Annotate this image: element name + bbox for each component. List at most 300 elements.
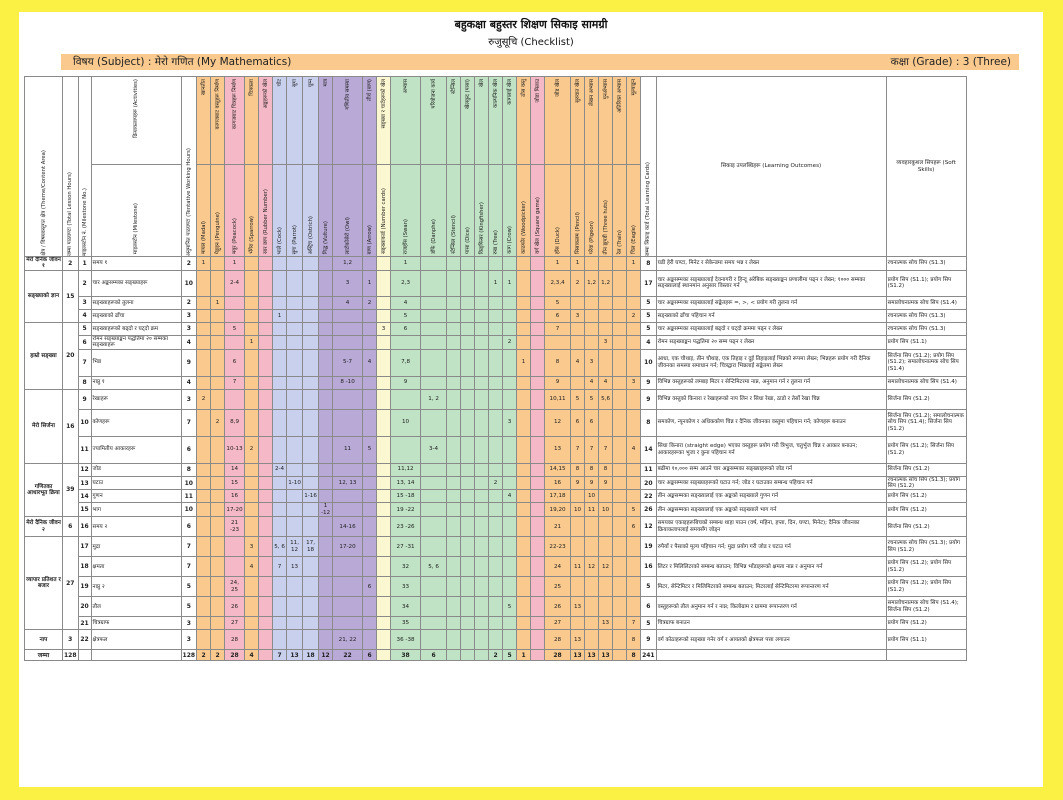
activity-cell: 34 (391, 597, 421, 617)
activity-header: जोडा मिलाउ (531, 77, 545, 165)
activity-cell (571, 517, 585, 537)
totals-spacer (656, 650, 886, 661)
total-cards-cell: 5 (641, 577, 657, 597)
activity-cell (447, 409, 461, 436)
total-cards-cell: 8 (641, 257, 657, 271)
activity-cell (333, 577, 363, 597)
totals-tentative: 128 (182, 651, 196, 659)
activity-cell: 22-23 (545, 537, 571, 557)
activity-cell (517, 476, 531, 490)
card-header: रुख (Tree) (489, 165, 503, 257)
activity-cell (287, 309, 303, 322)
activity-cell (475, 296, 489, 309)
activity-cell (475, 349, 489, 376)
activity-cell (197, 476, 211, 490)
activity-cell (273, 490, 287, 503)
activity-cell (421, 296, 447, 309)
soft-skill-cell: सिर्जना सिप (S1.2); समालोचनात्मक सोच सिप (S1.4); सिर्जना सिप (S1.2) (886, 409, 966, 436)
totals-activity-cell: 6 (363, 650, 377, 661)
activity-cell: 32 (391, 557, 421, 577)
tentative-hours-cell: 2 (181, 296, 197, 309)
tentative-hours-cell: 7 (181, 557, 197, 577)
activity-cell (303, 270, 319, 296)
tentative-hours-cell: 3 (181, 617, 197, 630)
milestone-no-cell: 11 (78, 436, 91, 463)
activity-cell (287, 597, 303, 617)
activity-cell (461, 309, 475, 322)
totals-activity-cell: 2 (197, 650, 211, 661)
activity-cell (475, 537, 489, 557)
activity-cell (421, 349, 447, 376)
activity-cell (319, 537, 333, 557)
activity-cell: 2,3 (391, 270, 421, 296)
activity-cell: 17-20 (225, 503, 245, 517)
activity-cell (287, 349, 303, 376)
activity-cell (197, 577, 211, 597)
activity-cell: 27 (545, 617, 571, 630)
theme-cell: मेरो दैनिक जीवन २ (25, 517, 63, 537)
milestone-no-cell: 5 (78, 322, 91, 335)
activity-cell (503, 617, 517, 630)
activity-cell (211, 309, 225, 322)
activity-cell (333, 322, 363, 335)
activity-cell (503, 630, 517, 650)
hours-cell: 15 (63, 270, 79, 322)
totals-spacer (78, 650, 91, 661)
activity-cell: 2 (197, 389, 211, 409)
activity-cell (531, 463, 545, 476)
card-header: डाँफे (Danphe) (421, 165, 447, 257)
activity-cell (517, 577, 531, 597)
activity-cell: 8 (571, 463, 585, 476)
milestone-no-cell: 19 (78, 577, 91, 597)
activity-cell (475, 517, 489, 537)
activity-cell (585, 322, 599, 335)
activity-cell: 6 (545, 309, 571, 322)
activity-cell: 3 (333, 270, 363, 296)
activity-cell: 8 (545, 349, 571, 376)
activity-cell (421, 577, 447, 597)
table-row (25, 270, 967, 296)
activity-cell: 12 (585, 557, 599, 577)
learning-outcome-cell: चार अङ्कसम्मका सङ्ख्याहरूको घटाउ गर्न; जोड र घटाउका सम्बन्ध पहिचान गर्न (656, 476, 886, 490)
activity-cell (333, 389, 363, 409)
totals-activity-cell: 13 (287, 650, 303, 661)
activity-cell (211, 490, 225, 503)
activity-cell: 4 (599, 376, 613, 389)
activity-cell (287, 463, 303, 476)
activity-cell (273, 322, 287, 335)
activity-cell (531, 335, 545, 349)
activity-cell (319, 557, 333, 577)
totals-spacer (886, 650, 966, 661)
milestone-cell: भिन्न (91, 349, 181, 376)
activity-cell (245, 463, 259, 476)
activity-cell (287, 490, 303, 503)
activity-cell: 9 (571, 476, 585, 490)
table-row (25, 490, 967, 503)
totals-row (25, 650, 967, 661)
activity-cell (319, 349, 333, 376)
activity-cell (377, 517, 391, 537)
activity-cell (517, 630, 531, 650)
activity-cell (545, 335, 571, 349)
milestone-no-cell: 10 (78, 409, 91, 436)
activity-cell (613, 557, 627, 577)
hours-cell: 39 (63, 463, 79, 517)
activity-cell (197, 517, 211, 537)
activity-cell (475, 503, 489, 517)
soft-skill-cell: प्रयोग सिप (S1.1) (886, 335, 966, 349)
activity-cell: 5, 6 (421, 557, 447, 577)
activity-cell (211, 517, 225, 537)
activity-cell (517, 270, 531, 296)
activity-cell: 1-10 (287, 476, 303, 490)
activity-cell (363, 309, 377, 322)
activity-cell (363, 476, 377, 490)
activity-cell (287, 577, 303, 597)
activity-cell (627, 557, 641, 577)
activity-cell (613, 409, 627, 436)
activity-cell: 17, 18 (303, 537, 319, 557)
activity-cell (489, 577, 503, 597)
soft-skill-cell: प्रयोग सिप (S1.2) (886, 490, 966, 503)
activity-cell (599, 257, 613, 271)
activity-cell (377, 409, 391, 436)
card-header: पासा (Dice) (461, 165, 475, 257)
activity-cell (531, 409, 545, 436)
activity-cell (197, 617, 211, 630)
activity-cell: 8 (599, 463, 613, 476)
activity-cell (447, 376, 461, 389)
activity-cell: 5 (503, 597, 517, 617)
activity-cell (461, 577, 475, 597)
activity-cell (273, 296, 287, 309)
activity-cell (447, 537, 461, 557)
activity-cell: 2-4 (273, 463, 287, 476)
card-header: बाण (Arrow) (363, 165, 377, 257)
activity-cell (531, 436, 545, 463)
activity-cell: 25 (545, 577, 571, 597)
activity-cell (421, 490, 447, 503)
milestone-cell: ज्यामितीय आकारहरू (91, 436, 181, 463)
table-row (25, 463, 967, 476)
activity-cell (287, 296, 303, 309)
milestone-header: माइलस्टोन (Milestone) (91, 165, 181, 257)
activity-cell (211, 349, 225, 376)
activity-cell: 1 (627, 257, 641, 271)
milestone-no-cell: 13 (78, 476, 91, 490)
activity-cell (377, 503, 391, 517)
learning-outcome-cell: सिधा किनारा (straight edge) भएका वस्तुहरू प्रयोग गरी त्रिभुज, चतुर्भुज चिन्न र आकार बनाउन; आकारहरूका भुजा र कुना पहिचान गर्न (656, 436, 886, 463)
activity-cell: 5-7 (333, 349, 363, 376)
activity-cell (627, 322, 641, 335)
activity-cell (377, 557, 391, 577)
totals-activity-cell: 1 (517, 650, 531, 661)
totals-activity-cell: 28 (545, 650, 571, 661)
activity-cell (363, 463, 377, 476)
milestone-no-cell: 18 (78, 557, 91, 577)
activity-cell (475, 617, 489, 630)
activity-cell (211, 322, 225, 335)
activity-cell (421, 517, 447, 537)
activity-cell: 17-20 (333, 537, 363, 557)
activity-cell (259, 490, 273, 503)
tentative-hours-cell: 7 (181, 537, 197, 557)
activity-cell (613, 577, 627, 597)
activity-cell (517, 463, 531, 476)
totals-activity-cell: 38 (391, 650, 421, 661)
activity-cell: 9 (585, 476, 599, 490)
activity-cell (319, 376, 333, 389)
activity-cell (599, 490, 613, 503)
activity-cell (599, 577, 613, 597)
activity-cell (599, 630, 613, 650)
activity-header: मात्र (319, 77, 333, 165)
activity-cell: 26 (225, 597, 245, 617)
activity-cell (273, 257, 287, 271)
activity-cell (319, 463, 333, 476)
milestone-cell: क्षमता (91, 557, 181, 577)
activity-cell (377, 617, 391, 630)
activity-cell (489, 296, 503, 309)
learning-outcome-cell: रोमन सङ्ख्याङ्कन पद्धतिमा २० सम्म पढ्न र लेख्न (656, 335, 886, 349)
activity-cell (489, 335, 503, 349)
activity-cell (259, 270, 273, 296)
table-row (25, 537, 967, 557)
card-header: भाले (Cock) (273, 165, 287, 257)
activity-cell (211, 503, 225, 517)
activity-cell: 10 (571, 503, 585, 517)
activity-cell (461, 537, 475, 557)
activity-cell: 1 (363, 270, 377, 296)
card-header: सङ्ख्याकार्ड (Number cards) (377, 165, 391, 257)
activity-cell (421, 463, 447, 476)
activity-cell: 21, 22 (333, 630, 363, 650)
activity-cell: 17,18 (545, 490, 571, 503)
activity-header: अतिरिक्त अभ्यास (613, 77, 627, 165)
totals-cards: 241 (642, 651, 655, 659)
table-row (25, 296, 967, 309)
activity-cell (245, 630, 259, 650)
activity-cell: 1,2 (585, 270, 599, 296)
activity-cell (627, 577, 641, 597)
activity-cell (377, 476, 391, 490)
activity-cell: 10 (585, 490, 599, 503)
activity-cell (245, 490, 259, 503)
activity-cell (211, 577, 225, 597)
activity-cell (211, 376, 225, 389)
activity-cell (377, 389, 391, 409)
activity-cell (333, 335, 363, 349)
activity-cell (259, 257, 273, 271)
activity-cell: 8,9 (225, 409, 245, 436)
activity-cell: 4 (245, 557, 259, 577)
activity-cell (319, 257, 333, 271)
totals-activity-cell (377, 650, 391, 661)
activity-cell (461, 503, 475, 517)
activity-cell: 4 (585, 376, 599, 389)
activity-cell (259, 597, 273, 617)
activity-header: सुरुवात खेल (571, 77, 585, 165)
activity-cell (503, 476, 517, 490)
activity-cell (287, 335, 303, 349)
card-header: सुगा (Parrot) (287, 165, 303, 257)
total-cards-cell: 16 (641, 557, 657, 577)
learning-outcome-cell: समकोण, न्यूनकोण र अधिककोण चिन्न र दैनिक जीवनका वस्तुमा पहिचान गर्न; कोणहरू बनाउन (656, 409, 886, 436)
activity-cell (377, 630, 391, 650)
activity-cell: 13, 14 (391, 476, 421, 490)
activity-cell (211, 463, 225, 476)
activity-cell (245, 309, 259, 322)
activity-cell (225, 296, 245, 309)
table-row (25, 349, 967, 376)
activity-cell (377, 376, 391, 389)
activity-cell (319, 309, 333, 322)
totals-label: जम्मा (25, 650, 63, 661)
activity-cell: 7 (599, 436, 613, 463)
activity-cell: 3-4 (421, 436, 447, 463)
activity-cell: 4 (503, 490, 517, 503)
activity-cell (585, 309, 599, 322)
table-row (25, 597, 967, 617)
activity-cell (461, 349, 475, 376)
hours-cell: 20 (63, 322, 79, 389)
activity-header: अभ्यास (391, 77, 421, 165)
activity-cell: 13 (545, 436, 571, 463)
activity-cell: 3 (377, 322, 391, 335)
learning-outcome-cell: तीन अङ्कसम्मका सङ्ख्यालाई एक अङ्कको सङ्ख्याले भाग गर्न (656, 503, 886, 517)
activity-cell (421, 257, 447, 271)
activity-cell (273, 409, 287, 436)
hours-cell: 3 (63, 630, 79, 650)
activity-cell (211, 476, 225, 490)
activity-cell (489, 517, 503, 537)
learning-outcome-cell: चार अङ्कसम्मका सङ्ख्यालाई सङ्केतहरू =, >, < प्रयोग गरी तुलना गर्न (656, 296, 886, 309)
activity-cell (211, 270, 225, 296)
card-header: काठफोर (Woodpicker) (517, 165, 531, 257)
activity-cell (303, 557, 319, 577)
activity-cell (585, 296, 599, 309)
activity-cell (303, 503, 319, 517)
activity-cell (475, 389, 489, 409)
activity-cell: 5 (627, 503, 641, 517)
theme-cell: व्यापार प्रतिशत र बजार (25, 537, 63, 630)
activity-cell (447, 463, 461, 476)
soft-skill-cell: समालोचनात्मक सोच सिप (S1.4); सिर्जना सिप (S1.2) (886, 597, 966, 617)
activity-header: कागजबाट चित्रहरू निर्माण (225, 77, 245, 165)
theme-cell: गणितका आधारभूत क्रिया (25, 463, 63, 517)
activity-cell (627, 490, 641, 503)
activity-cell (303, 617, 319, 630)
tentative-hours-cell: 3 (181, 389, 197, 409)
totals-activity-cell: 22 (333, 650, 363, 661)
activity-cell (599, 322, 613, 335)
activity-cell (225, 309, 245, 322)
hours-cell: 27 (63, 537, 79, 630)
activity-cell (377, 597, 391, 617)
activity-cell: 21 (545, 517, 571, 537)
learning-outcome-cell: विभिन्न वस्तुहरूको लम्बाइ मिटर र सेन्टिमिटरमा नाप्न, अनुमान गर्न र तुलना गर्न (656, 376, 886, 389)
activity-cell (475, 257, 489, 271)
activity-cell (613, 463, 627, 476)
activity-cell (517, 490, 531, 503)
activity-cell (461, 376, 475, 389)
activity-cell (531, 322, 545, 335)
milestone-no-cell: 15 (78, 503, 91, 517)
activity-cell (259, 436, 273, 463)
activity-cell (211, 389, 225, 409)
activity-cell (421, 537, 447, 557)
activity-cell: 5 (225, 322, 245, 335)
totals-activity-cell: 8 (627, 650, 641, 661)
learning-outcome-cell: रुपैयाँ र पैसाको मूल्य पहिचान गर्न; मुद्रा प्रयोग गरी जोड र घटाउ गर्न (656, 537, 886, 557)
table-row (25, 335, 967, 349)
learning-outcome-cell: सङ्ख्याको ढाँचा पहिचान गर्न (656, 309, 886, 322)
grade-label: कक्षा (Grade) : 3 (Three) (890, 56, 1011, 68)
theme-cell: मेरो सिर्जना (25, 389, 63, 463)
tentative-hours-cell: 2 (181, 257, 197, 271)
activity-cell (517, 597, 531, 617)
activity-cell (245, 476, 259, 490)
activity-cell: 4 (363, 349, 377, 376)
activity-cell (303, 389, 319, 409)
total-cards-cell: 11 (641, 463, 657, 476)
activity-header: गणितीय समस्या (333, 77, 363, 165)
milestone-cell: सङ्ख्याको ढाँचा (91, 309, 181, 322)
activity-cell (421, 270, 447, 296)
activity-cell (531, 537, 545, 557)
activity-cell: 11,12 (391, 463, 421, 476)
activity-cell (287, 617, 303, 630)
soft-skill-cell: प्रयोग सिप (S1.2); प्रयोग सिप (S1.2) (886, 557, 966, 577)
activity-cell (613, 517, 627, 537)
activity-cell (599, 537, 613, 557)
activity-cell (319, 296, 333, 309)
activity-cell (571, 296, 585, 309)
activity-cell (571, 335, 585, 349)
activity-cell: 1 (517, 349, 531, 376)
activity-cell (489, 349, 503, 376)
activity-cell (613, 335, 627, 349)
tentative-hours-cell: 4 (181, 376, 197, 389)
activity-cell (571, 537, 585, 557)
activity-cell (287, 376, 303, 389)
activity-cell: 1,2 (333, 257, 363, 271)
activity-cell: 13 (571, 597, 585, 617)
activity-cell: 9 (391, 376, 421, 389)
tentative-hours-cell: 6 (181, 436, 197, 463)
activity-cell (585, 577, 599, 597)
activity-cell: 1-16 (303, 490, 319, 503)
activity-cell (599, 409, 613, 436)
soft-skill-cell: सिर्जना सिप (S1.2) (886, 463, 966, 476)
activity-cell (377, 296, 391, 309)
activity-header: स्टेन्सिल (447, 77, 461, 165)
total-cards-cell: 9 (641, 389, 657, 409)
tentative-hours-cell: 11 (181, 490, 197, 503)
activity-cell (461, 389, 475, 409)
soft-skill-cell: प्रयोग सिप (S1.2) (886, 503, 966, 517)
activity-cell: 5,6 (599, 389, 613, 409)
activity-header: सुगा (287, 77, 303, 165)
activity-cell (303, 409, 319, 436)
activity-cell (287, 409, 303, 436)
activity-header: खानतीत (197, 77, 211, 165)
soft-skill-cell: रचनात्मक सोच सिप (S1.3); प्रयोग सिप (S1.2) (886, 537, 966, 557)
learning-outcome-cell: विभिन्न वस्तुको किनारा र रेखाहरूको नाप लिन र सिधा रेखा, ठाडो र तेर्सो रेखा चिन्न (656, 389, 886, 409)
soft-skills-header: व्यवहारकुशल सिपहरू (Soft Skills) (886, 77, 966, 257)
